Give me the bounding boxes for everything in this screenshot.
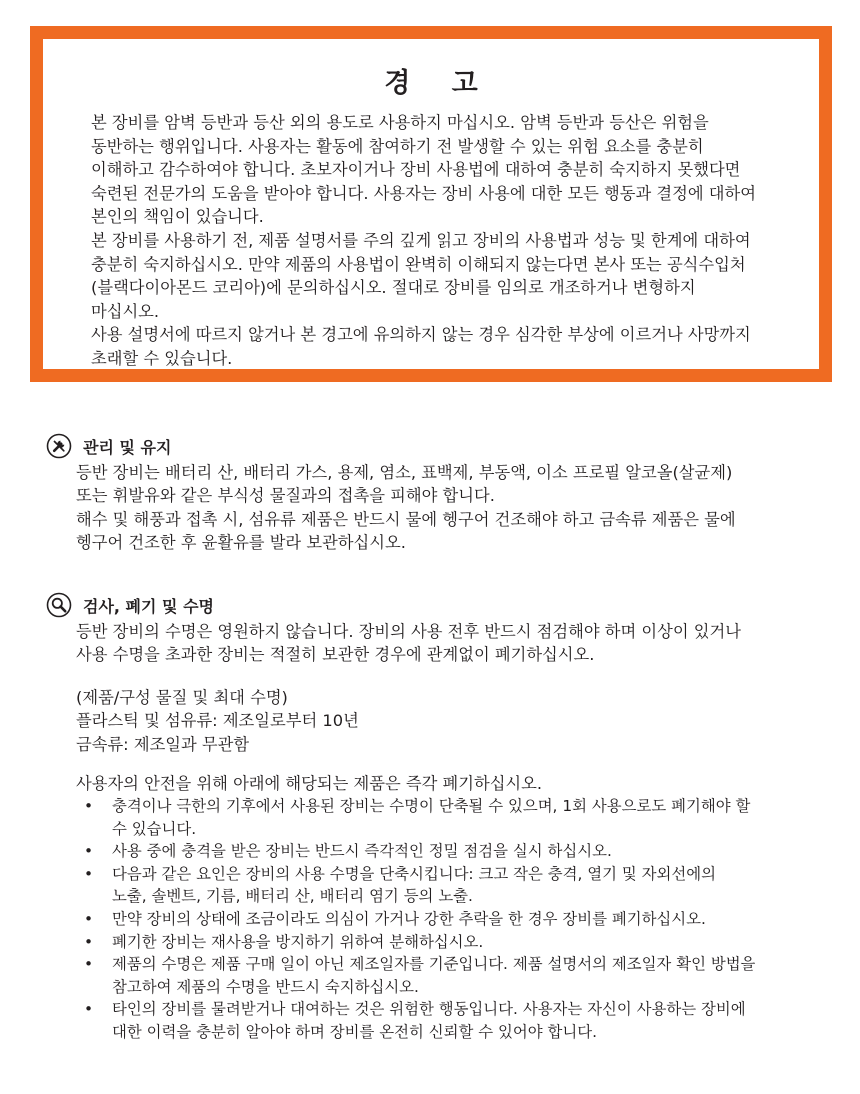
bullet-icon: • <box>84 955 94 974</box>
wrench-icon <box>46 433 72 459</box>
bullet-icon: • <box>84 1000 94 1019</box>
warning-title: 경 고 <box>384 68 494 99</box>
inspection-heading <box>46 592 214 618</box>
lifespan-line: 금속류: 제조일과 무관함 <box>76 734 250 754</box>
warning-line: 충분히 숙지하십시오. 만약 제품의 사용법이 완벽히 이해되지 않는다면 본사 또는 공식수입처 <box>91 254 746 274</box>
list-item-line: 제품의 수명은 제품 구매 일이 아닌 제조일자를 기준입니다. 제품 설명서의 제조일자 확인 방법을 <box>112 955 756 974</box>
warning-line: 동반하는 행위입니다. 사용자는 활동에 참여하기 전 발생할 수 있는 위험 요소를 충분히 <box>91 136 704 156</box>
care-line: 헹구어 건조한 후 윤활유를 발라 보관하십시오. <box>76 533 406 553</box>
retire-list <box>0 795 860 1044</box>
bullet-icon: • <box>84 864 94 883</box>
warning-line: 본 장비를 암벽 등반과 등산 외의 용도로 사용하지 마십시오. 암벽 등반과 등산은 위험을 <box>91 113 709 132</box>
bullet-icon: • <box>84 797 94 815</box>
list-item <box>0 931 812 954</box>
retire-intro-text: 사용자의 안전을 위해 아래에 해당되는 제품은 즉각 폐기하십시오. <box>76 774 543 793</box>
inspection-line: 사용 수명을 초과한 장비는 적절히 보관한 경우에 관계없이 폐기하십시오. <box>76 645 595 665</box>
warning-line: 이해하고 감수하여야 합니다. 초보자이거나 장비 사용법에 대하여 충분히 숙지하지 못했다면 <box>91 160 741 180</box>
list-item <box>0 908 812 931</box>
list-item-line: 폐기한 장비는 재사용을 방지하기 위하여 분해하십시오. <box>112 932 484 951</box>
list-item <box>0 863 812 908</box>
list-item <box>0 998 812 1043</box>
warning-body <box>91 111 835 371</box>
list-item <box>0 953 812 998</box>
warning-line: (블랙다이아몬드 코리아)에 문의하십시오. 절대로 장비를 임의로 개조하거나 변형하지 <box>91 278 696 298</box>
list-item-line: 타인의 장비를 물려받거나 대여하는 것은 위험한 행동입니다. 사용자는 자신이 사용하는 장비에 <box>112 1000 746 1019</box>
care-heading <box>46 433 171 459</box>
warning-line: 본인의 책임이 있습니다. <box>91 207 264 227</box>
list-item-line: 만약 장비의 상태에 조금이라도 의심이 가거나 강한 추락을 한 경우 장비를 폐기하십시오. <box>112 909 706 928</box>
bullet-icon: • <box>84 909 94 928</box>
bullet-icon: • <box>84 842 94 861</box>
bullet-icon: • <box>84 932 94 951</box>
lifespan-block <box>76 686 816 756</box>
list-item-line: 사용 중에 충격을 받은 장비는 반드시 즉각적인 정밀 점검을 실시 하십시오. <box>112 842 612 861</box>
list-item-line: 수 있습니다. <box>112 819 197 838</box>
list-item-line: 노출, 솔벤트, 기름, 배터리 산, 배터리 염기 등의 노출. <box>112 887 473 906</box>
warning-line: 숙련된 전문가의 도움을 받아야 합니다. 사용자는 장비 사용에 대한 모든 행동과 결정에 대하여 <box>91 183 756 203</box>
lifespan-line: 플라스틱 및 섬유류: 제조일로부터 10년 <box>76 711 359 731</box>
list-item <box>0 795 812 840</box>
warning-box <box>30 26 832 382</box>
list-item-line: 참고하여 제품의 수명을 반드시 숙지하십시오. <box>112 977 419 996</box>
care-line: 해수 및 해풍과 접촉 시, 섬유류 제품은 반드시 물에 헹구어 건조해야 하고 금속류 제품은 물에 <box>76 509 736 529</box>
warning-line: 본 장비를 사용하기 전, 제품 설명서를 주의 깊게 읽고 장비의 사용법과 성능 및 한계에 대하여 <box>91 230 751 250</box>
list-item-line: 충격이나 극한의 기후에서 사용된 장비는 수명이 단축될 수 있으며, 1회 사용으로도 폐기해야 할 <box>112 797 751 815</box>
list-item <box>0 840 812 863</box>
list-item-line: 대한 이력을 충분히 알아야 하며 장비를 온전히 신뢰할 수 있어야 합니다. <box>112 1022 597 1041</box>
care-title: 관리 및 유지 <box>83 437 172 457</box>
warning-line: 사용 설명서에 따르지 않거나 본 경고에 유의하지 않는 경우 심각한 부상에 이르거나 사망까지 <box>91 325 751 345</box>
list-item-line: 다음과 같은 요인은 장비의 사용 수명을 단축시킵니다: 크고 작은 충격, 열기 및 자외선에의 <box>112 864 717 883</box>
warning-line: 마십시오. <box>91 301 160 321</box>
lifespan-line: (제품/구성 물질 및 최대 수명) <box>76 688 288 707</box>
care-line: 또는 휘발유와 같은 부식성 물질과의 접촉을 피해야 합니다. <box>76 486 495 506</box>
inspection-body <box>76 620 816 667</box>
retire-intro <box>76 772 816 795</box>
care-line: 등반 장비는 배터리 산, 배터리 가스, 용제, 염소, 표백제, 부동액, 이소 프로필 알코올(살균제) <box>76 463 733 482</box>
warning-line: 초래할 수 있습니다. <box>91 348 233 368</box>
inspection-title: 검사, 폐기 및 수명 <box>83 596 214 616</box>
inspection-line: 등반 장비의 수명은 영원하지 않습니다. 장비의 사용 전후 반드시 점검해야 하며 이상이 있거나 <box>76 622 741 641</box>
care-body <box>76 461 816 555</box>
magnifier-icon <box>46 592 72 618</box>
